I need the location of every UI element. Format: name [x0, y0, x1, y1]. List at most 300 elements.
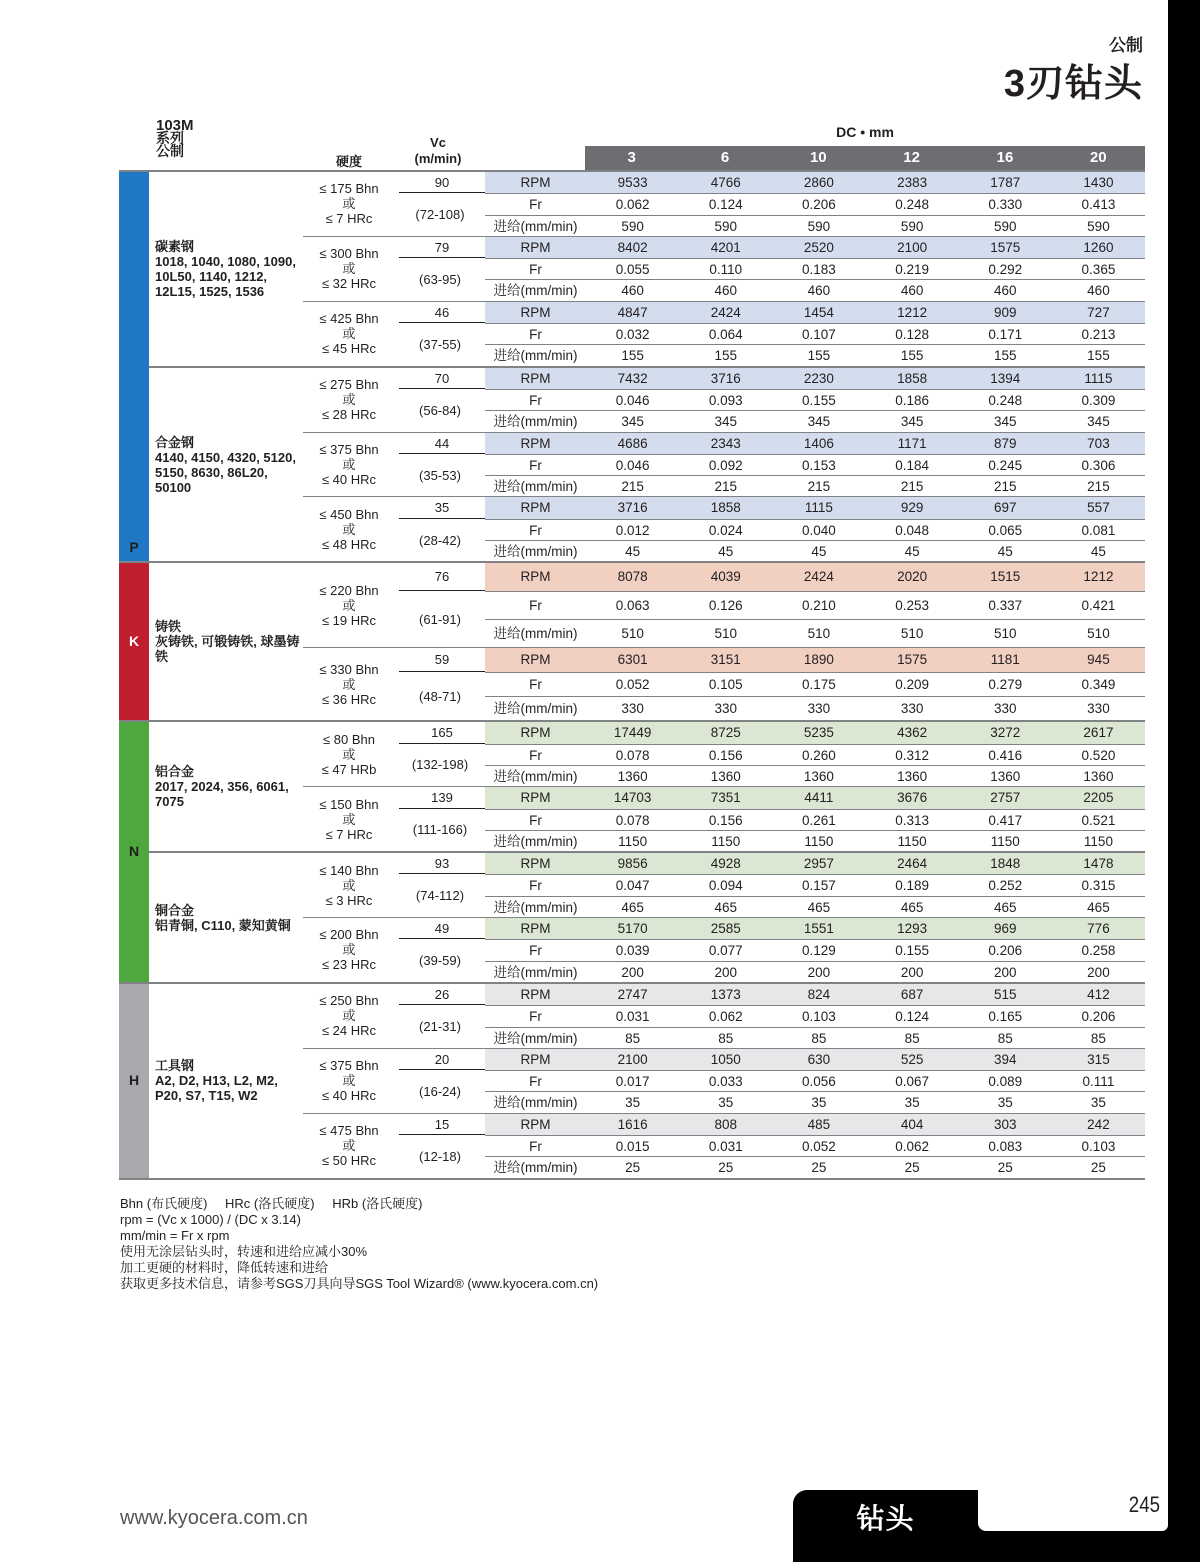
note-rpm-formula: rpm = (Vc x 1000) / (DC x 3.14): [120, 1212, 301, 1227]
note-harder-material: 加工更硬的材料时，降低转速和进给: [120, 1260, 329, 1275]
value-cell: 0.171: [988, 327, 1023, 343]
row-label: Fr: [529, 677, 542, 693]
row-label: Fr: [529, 1074, 542, 1090]
hardness-or: 或: [342, 1008, 356, 1024]
value-cell: 0.056: [802, 1074, 836, 1090]
value-cell: 697: [994, 500, 1017, 516]
hardness-cell: [303, 918, 395, 982]
value-cell: 45: [811, 544, 827, 560]
row-label: RPM: [520, 1116, 551, 1132]
material-grades: A2, D2, H13, L2, M2, P20, S7, T15, W2: [155, 1073, 278, 1104]
vc-range: (56-84): [419, 402, 461, 418]
hardness-group: [303, 236, 1145, 301]
hardness-cell: [303, 984, 395, 1048]
value-cell: 590: [807, 218, 831, 234]
vc-cell: [395, 722, 485, 786]
value-cell: 460: [807, 283, 831, 299]
value-cell: 200: [807, 964, 831, 980]
value-cell: 45: [718, 544, 734, 560]
value-cell: 515: [994, 986, 1017, 1002]
fr-row: [485, 389, 1145, 410]
value-cell: 0.248: [895, 197, 929, 213]
material-name: 铝合金: [155, 764, 195, 780]
value-cell: 8725: [710, 725, 741, 741]
value-cell: 45: [1090, 544, 1106, 560]
rpm-row: [485, 722, 1145, 743]
value-cell: 808: [714, 1116, 738, 1132]
material-grades: 2017, 2024, 356, 6061, 7075: [155, 779, 289, 810]
series-header: [156, 119, 194, 158]
iso-group-P: [119, 172, 1145, 563]
value-cell: 0.416: [988, 747, 1023, 763]
footer-section-label: 钻头: [856, 1503, 915, 1534]
fr-row: [485, 519, 1145, 540]
rpm-row: [485, 433, 1145, 454]
diameter-col-header: 3: [627, 149, 636, 166]
row-label: 进给(mm/min): [493, 479, 578, 495]
value-cell: 0.039: [615, 943, 650, 959]
value-cell: 0.089: [988, 1074, 1023, 1090]
value-cell: 330: [994, 701, 1017, 717]
hardness-or: 或: [342, 326, 356, 342]
vc-range: (74-112): [415, 888, 465, 904]
cutting-data-table: [119, 172, 1145, 1180]
fr-row: [485, 939, 1145, 960]
note-more-info: 获取更多技术信息，请参考SGS刀具向导SGS Tool Wizard® (www.kyocera.com.cn): [120, 1276, 599, 1291]
value-cell: 0.064: [708, 327, 743, 343]
value-cell: 824: [807, 986, 831, 1002]
iso-letter: H: [128, 1071, 140, 1088]
value-cell: 1150: [897, 833, 927, 849]
row-label: Fr: [529, 197, 542, 213]
vc-cell: [395, 648, 485, 720]
value-cell: 35: [811, 1095, 827, 1111]
hardness-or: 或: [342, 597, 356, 613]
value-cell: 2230: [803, 370, 834, 386]
value-cell: 85: [1090, 1030, 1106, 1046]
value-cell: 590: [621, 218, 644, 234]
vc-range: (37-55): [419, 336, 461, 352]
value-cell: 0.210: [802, 598, 836, 614]
value-cell: 155: [621, 348, 644, 364]
value-cell: 1406: [803, 435, 834, 451]
hardness-hrc: ≤ 32 HRc: [321, 276, 377, 292]
iso-color-bar: [119, 563, 149, 720]
footer-url[interactable]: www.kyocera.com.cn: [120, 1507, 308, 1529]
value-cell: 35: [997, 1095, 1013, 1111]
vc-range: (16-24): [419, 1083, 461, 1099]
value-cell: 0.330: [988, 197, 1023, 213]
legend-hrb: HRb (洛氏硬度): [332, 1196, 423, 1211]
value-cell: 0.312: [895, 747, 929, 763]
value-cell: 510: [994, 626, 1017, 642]
value-cell: 330: [900, 701, 924, 717]
iso-group-N: [119, 722, 1145, 984]
value-cell: 0.012: [615, 522, 650, 538]
value-cell: 7351: [710, 790, 741, 806]
value-cell: 412: [1087, 986, 1110, 1002]
hardness-legend: [120, 1196, 598, 1212]
vc-value: 165: [399, 722, 485, 743]
value-cell: 155: [900, 348, 924, 364]
value-cell: 0.309: [1081, 392, 1116, 408]
value-cell: 590: [1087, 218, 1110, 234]
value-cell: 1360: [990, 768, 1021, 784]
hardness-group: [303, 853, 1145, 917]
material-name-cell: [149, 563, 303, 720]
hardness-group: [303, 432, 1145, 497]
vc-range: (48-71): [419, 688, 461, 704]
material-block: [149, 172, 1145, 366]
value-cell: 0.219: [895, 262, 929, 278]
value-cell: 3151: [710, 652, 741, 668]
hardness-bhn: ≤ 140 Bhn: [319, 862, 379, 878]
value-cell: 4201: [710, 239, 741, 255]
value-cell: 45: [904, 544, 920, 560]
value-cell: 85: [718, 1030, 734, 1046]
value-cell: 485: [807, 1116, 831, 1132]
value-cell: 510: [714, 626, 738, 642]
iso-letter: P: [129, 539, 139, 556]
value-cell: 9856: [617, 856, 648, 872]
dc-header: DC • mm: [836, 124, 894, 140]
value-cell: 1394: [990, 370, 1021, 386]
series-unit: 公制: [156, 143, 184, 159]
fr-row: [485, 874, 1145, 895]
hardness-or: 或: [342, 392, 356, 408]
feed-row: [485, 1027, 1145, 1048]
value-cell: 0.279: [988, 677, 1023, 693]
value-cell: 7432: [617, 370, 648, 386]
value-cell: 85: [997, 1030, 1013, 1046]
hardness-cell: [303, 853, 395, 917]
value-cell: 85: [811, 1030, 827, 1046]
value-cell: 0.253: [895, 598, 929, 614]
legend-bhn: Bhn (布氏硬度): [120, 1196, 208, 1211]
value-cell: 0.183: [802, 262, 836, 278]
value-cell: 0.206: [988, 943, 1023, 959]
hardness-hrc: ≤ 40 HRc: [321, 1088, 377, 1104]
value-cell: 8402: [617, 239, 648, 255]
row-label: 进给(mm/min): [493, 1095, 578, 1111]
fr-row: [485, 809, 1145, 830]
feed-row: [485, 830, 1145, 851]
value-cell: 200: [900, 964, 924, 980]
value-cell: 330: [621, 701, 644, 717]
hardness-bhn: ≤ 300 Bhn: [319, 246, 379, 262]
value-cell: 0.292: [988, 262, 1023, 278]
value-cell: 460: [900, 283, 924, 299]
vc-range: (61-91): [419, 611, 461, 627]
row-label: RPM: [520, 370, 551, 386]
feed-row: [485, 475, 1145, 496]
hardness-or: 或: [342, 521, 356, 537]
value-cell: 2343: [710, 435, 741, 451]
vc-value: 15: [399, 1114, 485, 1135]
row-label: RPM: [520, 435, 551, 451]
material-name: 铸铁: [155, 619, 182, 635]
value-cell: 0.062: [615, 197, 650, 213]
value-cell: 35: [718, 1095, 734, 1111]
hardness-group: [303, 496, 1145, 561]
value-cell: 1150: [711, 833, 741, 849]
value-cell: 0.107: [802, 327, 836, 343]
vc-cell: [395, 853, 485, 917]
hardness-hrc: ≤ 28 HRc: [321, 407, 377, 423]
hardness-cell: [303, 497, 395, 561]
page-edge-bar: [1168, 0, 1200, 1562]
value-cell: 1260: [1083, 239, 1114, 255]
row-label: RPM: [520, 790, 551, 806]
hardness-or: 或: [342, 942, 356, 958]
value-cell: 155: [714, 348, 738, 364]
vc-cell: [395, 368, 485, 432]
row-label: 进给(mm/min): [493, 218, 578, 234]
iso-color-bar: [119, 172, 149, 561]
row-label: 进给(mm/min): [493, 701, 578, 717]
page-title: 3刃钻头: [1003, 63, 1143, 105]
hardness-or: 或: [342, 1138, 356, 1154]
page-subtitle: 公制: [1109, 36, 1143, 55]
material-name: 工具钢: [155, 1058, 195, 1074]
row-label: Fr: [529, 1009, 542, 1025]
value-cell: 0.248: [988, 392, 1023, 408]
rpm-row: [485, 1114, 1145, 1135]
hardness-group: [303, 172, 1145, 236]
hardness-cell: [303, 302, 395, 366]
value-cell: 0.094: [708, 878, 743, 894]
iso-group-K: [119, 563, 1145, 722]
vc-range: (39-59): [419, 953, 461, 969]
vc-cell: [395, 563, 485, 647]
value-cell: 4039: [710, 569, 741, 585]
row-label: 进给(mm/min): [493, 414, 578, 430]
value-cell: 4411: [804, 790, 834, 806]
vc-value: 139: [399, 787, 485, 808]
value-cell: 0.306: [1081, 457, 1116, 473]
value-cell: 0.349: [1081, 677, 1116, 693]
row-label: RPM: [520, 856, 551, 872]
value-cell: 345: [807, 414, 831, 430]
row-label: Fr: [529, 747, 542, 763]
hardness-bhn: ≤ 200 Bhn: [319, 927, 379, 943]
vc-value: 76: [399, 563, 485, 591]
row-label: 进给(mm/min): [493, 1030, 578, 1046]
feed-row: [485, 961, 1145, 982]
value-cell: 0.103: [802, 1009, 836, 1025]
value-cell: 215: [807, 479, 831, 495]
hardness-cell: [303, 648, 395, 720]
material-name: 碳素钢: [155, 238, 195, 254]
value-cell: 155: [1087, 348, 1110, 364]
rpm-row: [485, 1049, 1145, 1070]
feed-row: [485, 215, 1145, 236]
hardness-or: 或: [342, 811, 356, 827]
hardness-hrc: ≤ 24 HRc: [321, 1023, 377, 1039]
material-block: [149, 851, 1145, 982]
rpm-row: [485, 918, 1145, 939]
rpm-row: [485, 302, 1145, 323]
vc-cell: [395, 984, 485, 1048]
value-cell: 0.129: [802, 943, 836, 959]
value-cell: 215: [900, 479, 924, 495]
material-block: [149, 366, 1145, 562]
hardness-hrc: ≤ 23 HRc: [321, 957, 377, 973]
hardness-group: [303, 917, 1145, 982]
vc-cell: [395, 497, 485, 561]
value-cell: 1478: [1083, 856, 1114, 872]
vc-unit: (m/min): [414, 151, 462, 166]
diameter-col-header: 6: [720, 149, 730, 166]
hardness-bhn: ≤ 150 Bhn: [319, 796, 379, 812]
value-cell: 345: [714, 414, 738, 430]
row-label: 进给(mm/min): [493, 1160, 578, 1176]
vc-value: 46: [399, 302, 485, 323]
material-name-cell: [149, 368, 303, 562]
value-cell: 945: [1087, 652, 1110, 668]
value-cell: 590: [900, 218, 924, 234]
row-label: RPM: [520, 652, 551, 668]
fr-row: [485, 1005, 1145, 1026]
value-cell: 0.126: [708, 598, 743, 614]
material-name-cell: [149, 172, 303, 366]
vc-value: 59: [399, 648, 485, 672]
value-cell: 3716: [617, 500, 648, 516]
value-cell: 0.055: [615, 262, 650, 278]
iso-letter: K: [128, 632, 140, 649]
hardness-group: [303, 786, 1145, 851]
fr-row: [485, 591, 1145, 619]
value-cell: 0.157: [802, 878, 836, 894]
hardness-hrc: ≤ 40 HRc: [321, 472, 377, 487]
value-cell: 0.186: [895, 392, 929, 408]
value-cell: 0.315: [1081, 878, 1116, 894]
value-cell: 200: [714, 964, 738, 980]
value-cell: 0.078: [615, 747, 650, 763]
value-cell: 0.124: [708, 197, 743, 213]
hardness-cell: [303, 1114, 395, 1178]
feed-row: [485, 1156, 1145, 1177]
value-cell: 35: [1090, 1095, 1106, 1111]
notes: [120, 1196, 598, 1292]
row-label: RPM: [520, 239, 551, 255]
value-cell: 590: [714, 218, 738, 234]
hardness-or: 或: [342, 261, 356, 277]
value-cell: 1115: [1084, 370, 1113, 386]
hardness-group: [303, 984, 1145, 1048]
row-label: RPM: [520, 175, 551, 190]
hardness-bhn: ≤ 220 Bhn: [319, 582, 379, 598]
value-cell: 0.015: [615, 1138, 650, 1154]
vc-range: (28-42): [419, 532, 461, 548]
value-cell: 200: [994, 964, 1017, 980]
vc-cell: [395, 237, 485, 301]
vc-cell: [395, 433, 485, 497]
vc-range: (132-198): [411, 757, 469, 773]
hardness-group: [303, 301, 1145, 366]
row-label: Fr: [529, 392, 542, 408]
value-cell: 2424: [710, 304, 741, 320]
value-cell: 2757: [990, 790, 1021, 806]
hardness-cell: [303, 237, 395, 301]
value-cell: 25: [1090, 1160, 1106, 1176]
value-cell: 0.067: [895, 1074, 929, 1090]
value-cell: 303: [994, 1116, 1017, 1132]
value-cell: 4362: [897, 725, 928, 741]
hardness-header: 硬度: [336, 154, 363, 169]
value-cell: 0.052: [802, 1138, 836, 1154]
value-cell: 0.062: [895, 1138, 929, 1154]
hardness-bhn: ≤ 425 Bhn: [319, 311, 379, 327]
value-cell: 1515: [990, 569, 1021, 585]
diameter-col-header: 12: [903, 149, 920, 166]
hardness-hrc: ≤ 7 HRc: [325, 826, 373, 842]
series-label: 系列: [156, 130, 184, 146]
value-cell: 45: [625, 544, 641, 560]
value-cell: 0.165: [988, 1009, 1023, 1025]
hardness-or: 或: [342, 676, 356, 692]
value-cell: 510: [807, 626, 831, 642]
value-cell: 1360: [617, 768, 648, 784]
feed-row: [485, 896, 1145, 917]
value-cell: 1430: [1083, 175, 1114, 190]
vc-value: 44: [399, 433, 485, 454]
value-cell: 3272: [990, 725, 1021, 741]
feed-row: [485, 765, 1145, 786]
vc-value: 70: [399, 368, 485, 389]
rpm-row: [485, 787, 1145, 808]
value-cell: 1050: [710, 1051, 741, 1067]
value-cell: 0.046: [615, 457, 650, 473]
value-cell: 630: [807, 1051, 831, 1067]
value-cell: 315: [1087, 1051, 1110, 1067]
value-cell: 1360: [1083, 768, 1114, 784]
value-cell: 1454: [803, 304, 834, 320]
vc-range: (12-18): [419, 1148, 461, 1164]
hardness-group: [303, 563, 1145, 647]
hardness-hrc: ≤ 36 HRc: [321, 691, 377, 707]
iso-color-bar: [119, 984, 149, 1178]
vc-cell: [395, 302, 485, 366]
fr-row: [485, 323, 1145, 344]
value-cell: 1293: [897, 921, 928, 937]
vc-label: Vc: [430, 135, 446, 150]
value-cell: 0.046: [615, 392, 650, 408]
value-cell: 0.365: [1081, 262, 1116, 278]
value-cell: 345: [900, 414, 924, 430]
value-cell: 85: [904, 1030, 920, 1046]
value-cell: 215: [1087, 479, 1110, 495]
value-cell: 25: [904, 1160, 920, 1176]
value-cell: 35: [625, 1095, 641, 1111]
hardness-cell: [303, 563, 395, 647]
value-cell: 1575: [897, 652, 928, 668]
fr-row: [485, 454, 1145, 475]
row-label: RPM: [520, 986, 551, 1002]
value-cell: 0.083: [988, 1138, 1023, 1154]
vc-header: [405, 135, 471, 167]
value-cell: 0.031: [615, 1009, 650, 1025]
feed-row: [485, 279, 1145, 300]
rpm-row: [485, 497, 1145, 518]
hardness-cell: [303, 1049, 395, 1113]
row-label: RPM: [520, 569, 551, 585]
value-cell: 929: [900, 500, 924, 516]
vc-cell: [395, 1049, 485, 1113]
value-cell: 1150: [618, 833, 648, 849]
value-cell: 85: [625, 1030, 641, 1046]
value-cell: 4928: [710, 856, 741, 872]
